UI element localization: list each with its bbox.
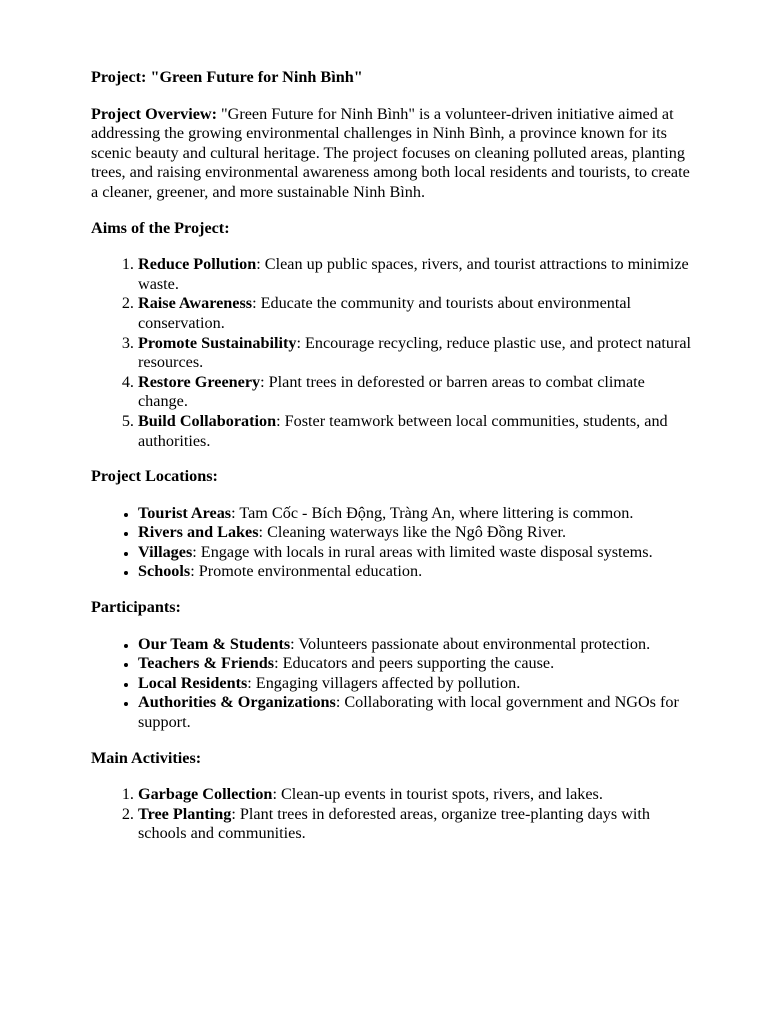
aims-desc: : Plant trees in deforested or barren areas to combat climate change. xyxy=(138,372,645,411)
locations-item xyxy=(138,523,696,543)
participants-item xyxy=(138,674,696,694)
activities-desc: : Plant trees in deforested areas, organize tree-planting days with schools and communities. xyxy=(138,804,651,843)
activities-item xyxy=(138,785,696,805)
aims-list xyxy=(91,255,696,451)
participants-desc: : Collaborating with local government and NGOs for support. xyxy=(138,693,679,732)
document-page xyxy=(91,68,696,860)
overview-label: Project Overview: xyxy=(91,104,217,123)
participants-term: Our Team & Students xyxy=(138,634,291,653)
aims-desc: : Foster teamwork between local communities, students, and authorities. xyxy=(138,411,668,450)
locations-item xyxy=(138,504,696,524)
aims-term: Promote Sustainability xyxy=(138,333,297,352)
locations-desc: : Cleaning waterways like the Ngô Đồng River. xyxy=(258,523,567,542)
locations-term: Villages xyxy=(138,542,193,561)
participants-term: Teachers & Friends xyxy=(138,654,275,673)
locations-desc: : Tam Cốc - Bích Động, Tràng An, where littering is common. xyxy=(231,503,634,522)
locations-desc: : Promote environmental education. xyxy=(190,562,423,581)
activities-item xyxy=(138,805,696,844)
locations-desc: : Engage with locals in rural areas with limited waste disposal systems. xyxy=(192,542,653,561)
activities-term: Tree Planting xyxy=(138,804,232,823)
participants-item xyxy=(138,693,696,732)
document-title: Project: "Green Future for Ninh Bình" xyxy=(91,68,363,86)
locations-item xyxy=(138,543,696,563)
aims-heading: Aims of the Project: xyxy=(91,218,230,237)
locations-term: Tourist Areas xyxy=(138,503,232,522)
participants-term: Authorities & Organizations xyxy=(138,693,336,712)
aims-term: Build Collaboration xyxy=(138,411,277,430)
participants-list xyxy=(91,635,696,733)
aims-desc: : Clean up public spaces, rivers, and tourist attractions to minimize waste. xyxy=(138,255,689,293)
participants-term: Local Residents xyxy=(138,673,248,692)
participants-desc: : Engaging villagers affected by pollution. xyxy=(247,673,521,692)
aims-desc: : Educate the community and tourists about environmental conservation. xyxy=(138,294,632,332)
activities-list xyxy=(91,785,696,844)
aims-item xyxy=(138,412,696,451)
aims-term: Restore Greenery xyxy=(138,372,261,391)
locations-item xyxy=(138,562,696,582)
locations-term: Rivers and Lakes xyxy=(138,523,259,542)
participants-heading: Participants: xyxy=(91,598,181,617)
participants-desc: : Volunteers passionate about environmental protection. xyxy=(290,634,651,653)
aims-item xyxy=(138,373,696,412)
activities-desc: : Clean-up events in tourist spots, rivers, and lakes. xyxy=(272,785,603,804)
aims-term: Reduce Pollution xyxy=(138,255,257,274)
activities-heading: Main Activities: xyxy=(91,748,202,767)
participants-item xyxy=(138,654,696,674)
aims-item xyxy=(138,294,696,333)
participants-desc: : Educators and peers supporting the cause. xyxy=(274,654,555,673)
aims-desc: : Encourage recycling, reduce plastic use, and protect natural resources. xyxy=(138,333,692,372)
participants-item xyxy=(138,635,696,655)
aims-item xyxy=(138,334,696,373)
locations-heading: Project Locations: xyxy=(91,467,218,486)
aims-item xyxy=(138,255,696,294)
overview-text: "Green Future for Ninh Bình" is a volunteer-driven initiative aimed at addressing the growing environmental challenges in Ninh Bình, a province known for its scenic beauty and cultural heritage. The project focuses on cleaning polluted areas, planting trees, and raising environmental awareness among both local residents and tourists, to create a cleaner, greener, and more sustainable Ninh Bình. xyxy=(91,104,690,201)
locations-term: Schools xyxy=(138,562,191,581)
activities-term: Garbage Collection xyxy=(138,785,273,804)
project-overview xyxy=(91,105,696,203)
aims-term: Raise Awareness xyxy=(138,294,253,313)
locations-list xyxy=(91,504,696,582)
